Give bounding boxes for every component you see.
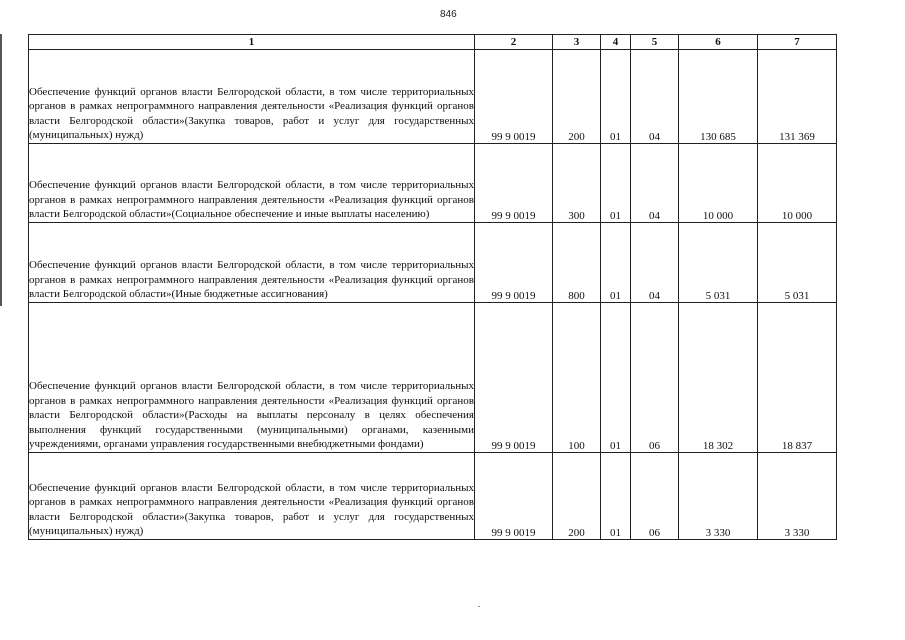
subsection-cell: 06 [631, 303, 679, 453]
target-article-cell: 99 9 0019 [475, 303, 553, 453]
amount-col6-cell: 3 330 [679, 453, 758, 540]
subsection-cell: 06 [631, 453, 679, 540]
row-description: Обеспечение функций органов власти Белгородской области, в том числе территориальных органов в рамках непрограммного направления деятельности «Реализация функций органов власти Белгородской области»(Социальное обеспечение и иные выплаты населению) [29, 144, 475, 223]
target-article-cell: 99 9 0019 [475, 223, 553, 303]
table-row [29, 144, 837, 223]
section-cell: 01 [601, 453, 631, 540]
column-header-2: 2 [475, 35, 553, 50]
row-description: Обеспечение функций органов власти Белгородской области, в том числе территориальных органов в рамках непрограммного направления деятельности «Реализация функций органов власти Белгородской области»(Закупка товаров, работ и услуг для государственных (муниципальных) нужд) [29, 50, 475, 144]
amount-col6-cell: 18 302 [679, 303, 758, 453]
amount-col6-cell: 130 685 [679, 50, 758, 144]
section-cell: 01 [601, 144, 631, 223]
row-description: Обеспечение функций органов власти Белгородской области, в том числе территориальных органов в рамках непрограммного направления деятельности «Реализация функций органов власти Белгородской области»(Расходы на выплаты персоналу в целях обеспечения выполнения функций государственными (муниципальными) органами, казенными учреждениями, органами управления государственными внебюджетными фондами) [29, 303, 475, 453]
header-row [29, 35, 837, 50]
expense-type-cell: 200 [553, 50, 601, 144]
page-number: 846 [440, 9, 457, 20]
row-description: Обеспечение функций органов власти Белгородской области, в том числе территориальных органов в рамках непрограммного направления деятельности «Реализация функций органов власти Белгородской области»(Закупка товаров, работ и услуг для государственных (муниципальных) нужд) [29, 453, 475, 540]
amount-col7-cell: 10 000 [758, 144, 837, 223]
column-header-3: 3 [553, 35, 601, 50]
row-description: Обеспечение функций органов власти Белгородской области, в том числе территориальных органов в рамках непрограммного направления деятельности «Реализация функций органов власти Белгородской области»(Иные бюджетные ассигнования) [29, 223, 475, 303]
scan-speck [478, 606, 480, 607]
expense-type-cell: 300 [553, 144, 601, 223]
column-header-1: 1 [29, 35, 475, 50]
target-article-cell: 99 9 0019 [475, 453, 553, 540]
column-header-7: 7 [758, 35, 837, 50]
table-row [29, 453, 837, 540]
section-cell: 01 [601, 50, 631, 144]
table-row [29, 223, 837, 303]
expense-type-cell: 200 [553, 453, 601, 540]
subsection-cell: 04 [631, 50, 679, 144]
budget-table [28, 34, 837, 540]
table-row [29, 303, 837, 453]
column-header-4: 4 [601, 35, 631, 50]
subsection-cell: 04 [631, 144, 679, 223]
table-row [29, 50, 837, 144]
scan-edge-line [0, 34, 2, 306]
subsection-cell: 04 [631, 223, 679, 303]
expense-type-cell: 100 [553, 303, 601, 453]
column-header-6: 6 [679, 35, 758, 50]
section-cell: 01 [601, 303, 631, 453]
amount-col6-cell: 10 000 [679, 144, 758, 223]
amount-col7-cell: 3 330 [758, 453, 837, 540]
expense-type-cell: 800 [553, 223, 601, 303]
target-article-cell: 99 9 0019 [475, 144, 553, 223]
amount-col7-cell: 5 031 [758, 223, 837, 303]
amount-col7-cell: 131 369 [758, 50, 837, 144]
amount-col6-cell: 5 031 [679, 223, 758, 303]
section-cell: 01 [601, 223, 631, 303]
amount-col7-cell: 18 837 [758, 303, 837, 453]
target-article-cell: 99 9 0019 [475, 50, 553, 144]
column-header-5: 5 [631, 35, 679, 50]
